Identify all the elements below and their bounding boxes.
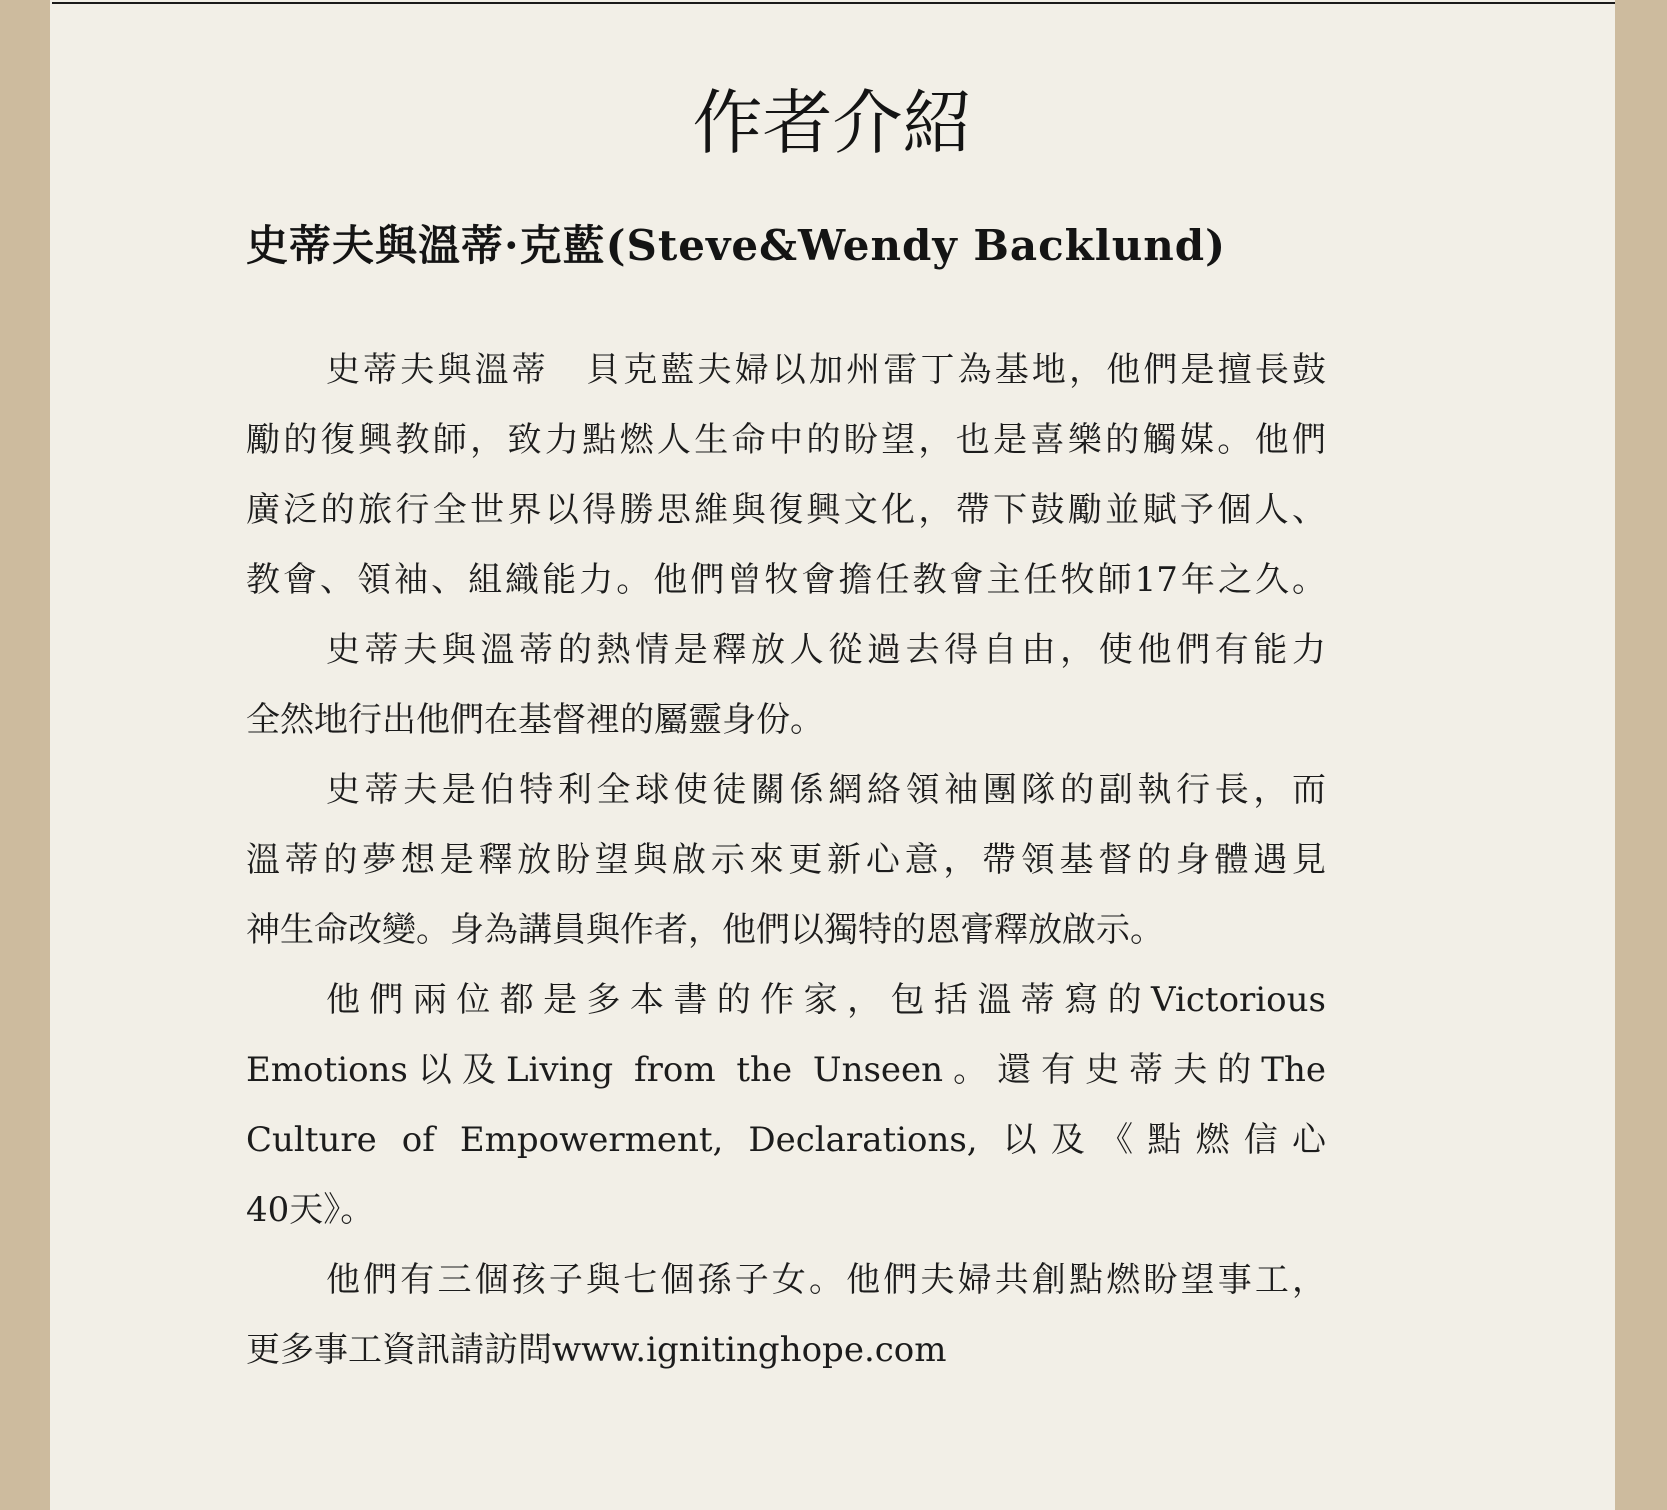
text-line: 全然地行出他們在基督裡的屬靈身份。 [246, 700, 824, 740]
bio-paragraph-4 [246, 965, 1326, 1245]
page-title: 作者介紹 [692, 82, 973, 164]
top-rule-divider [52, 2, 1615, 4]
page-panel [50, 0, 1615, 1510]
author-bio-body [246, 335, 1326, 1385]
text-line: 他們有三個孩子與七個孫子女。他們夫婦共創點燃盼望事工， [326, 1260, 1326, 1300]
bio-paragraph-5 [246, 1245, 1326, 1385]
text-line: 他們兩位都是多本書的作家，包括溫蒂寫的Victorious [326, 980, 1326, 1020]
text-line: 溫蒂的夢想是釋放盼望與啟示來更新心意，帶領基督的身體遇見 [246, 840, 1326, 880]
text-line: 史蒂夫是伯特利全球使徒關係網絡領袖團隊的副執行長，而 [326, 770, 1326, 810]
text-line: 40天》。 [246, 1190, 375, 1230]
text-line: 廣泛的旅行全世界以得勝思維與復興文化，帶下鼓勵並賦予個人、 [246, 490, 1326, 530]
bio-paragraph-2 [246, 615, 1326, 755]
text-line: 勵的復興教師，致力點燃人生命中的盼望，也是喜樂的觸媒。他們 [246, 420, 1326, 460]
website-line: 更多事工資訊請訪問www.ignitinghope.com [246, 1330, 947, 1370]
text-line: 教會、領袖、組織能力。他們曾牧會擔任教會主任牧師17年之久。 [246, 560, 1326, 600]
text-line: Culture of Empowerment, Declarations, 以及《點燃信心 [246, 1120, 1326, 1160]
text-line: 神生命改變。身為講員與作者，他們以獨特的恩膏釋放啟示。 [246, 910, 1164, 950]
text-line: 史蒂夫與溫蒂 貝克藍夫婦以加州雷丁為基地，他們是擅長鼓 [326, 350, 1326, 390]
bio-paragraph-3 [246, 755, 1326, 965]
text-line: 史蒂夫與溫蒂的熱情是釋放人從過去得自由，使他們有能力 [326, 630, 1326, 670]
text-line: Emotions以及Living from the Unseen。還有史蒂夫的The [246, 1050, 1326, 1090]
author-names-heading: 史蒂夫與溫蒂·克藍(Steve&Wendy Backlund) [246, 221, 1227, 270]
bio-paragraph-1 [246, 335, 1326, 615]
